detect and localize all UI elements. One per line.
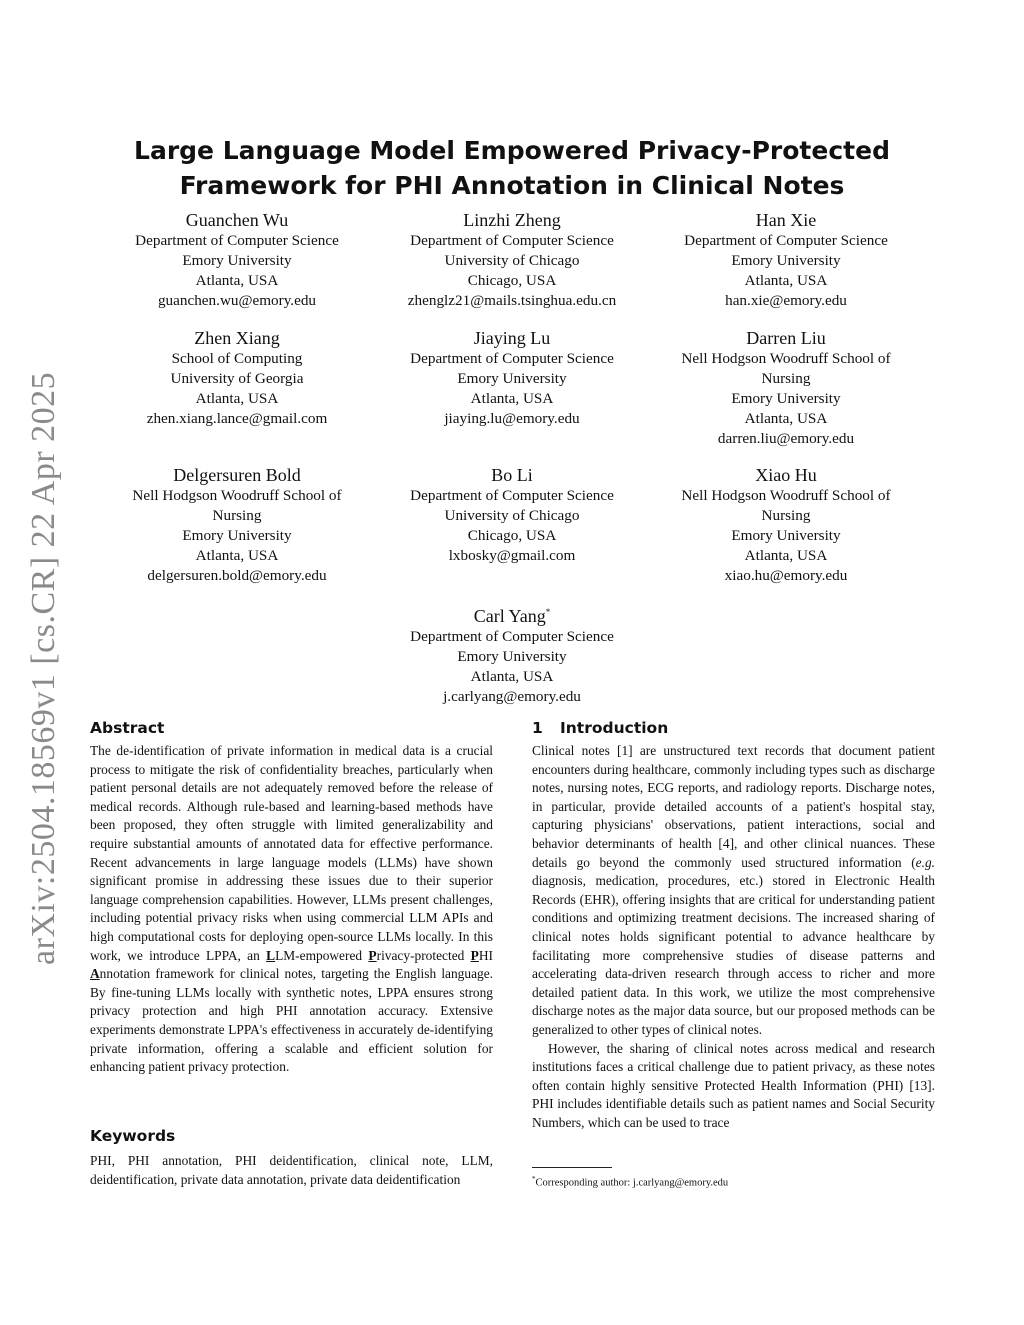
abstract-text-part: nnotation framework for clinical notes, targeting the English language. By fine-tuning LLMs locally with synthetic notes, LPPA ensures strong privacy protection and high PHI annotation accuracy. Extensive experiments demonstrate LPPA's effectiveness in accurately de-identifying private information, offering a scalable and efficient solution for enhancing patient privacy protection. bbox=[90, 966, 493, 1075]
author-email: guanchen.wu@emory.edu bbox=[157, 292, 317, 309]
author-block bbox=[382, 326, 642, 429]
introduction-section bbox=[532, 718, 935, 1132]
author-affiliation: Nursing bbox=[212, 507, 262, 524]
author-affiliation: Department of Computer Science bbox=[410, 487, 614, 504]
author-affiliation: Emory University bbox=[731, 527, 841, 544]
introduction-heading bbox=[532, 718, 935, 738]
author-affiliation: Emory University bbox=[731, 252, 841, 269]
acronym-letter: P bbox=[368, 947, 377, 963]
abstract-text bbox=[90, 742, 493, 1077]
author-email: darren.liu@emory.edu bbox=[717, 430, 855, 447]
author-affiliation: Emory University bbox=[457, 370, 567, 387]
author-affiliation: University of Georgia bbox=[170, 370, 304, 387]
acronym-letter: A bbox=[90, 966, 100, 982]
author-block bbox=[107, 326, 367, 429]
author-affiliation: Atlanta, USA bbox=[470, 668, 554, 685]
author-name: Jiaying Lu bbox=[473, 328, 551, 348]
acronym-letter: P bbox=[470, 947, 479, 963]
author-affiliation: Atlanta, USA bbox=[195, 390, 279, 407]
author-block bbox=[656, 208, 916, 311]
author-email: xiao.hu@emory.edu bbox=[724, 567, 848, 584]
author-block bbox=[656, 326, 916, 449]
author-name-text: Carl Yang bbox=[473, 606, 546, 626]
author-email: j.carlyang@emory.edu bbox=[443, 688, 581, 705]
author-name: Bo Li bbox=[491, 465, 533, 485]
title-line-1: Large Language Model Empowered Privacy-Protected bbox=[134, 136, 890, 165]
footnote bbox=[532, 1172, 935, 1191]
keywords-text: PHI, PHI annotation, PHI deidentification, clinical note, LLM, deidentification, private data annotation, private data deidentification bbox=[90, 1153, 493, 1187]
author-name: Zhen Xiang bbox=[194, 328, 280, 348]
author-affiliation: Emory University bbox=[731, 390, 841, 407]
author-affiliation: Department of Computer Science bbox=[135, 232, 339, 249]
footnote-text: Corresponding author: j.carlyang@emory.edu bbox=[535, 1177, 729, 1189]
title-line-2: Framework for PHI Annotation in Clinical Notes bbox=[179, 171, 845, 200]
abstract-section bbox=[90, 718, 493, 1077]
paragraph-text: Clinical notes [1] are unstructured text records that document patient encounters during healthcare, commonly including types such as discharge notes, nursing notes, ECG reports, and radiology reports. Discharge notes, in particular, provide detailed accounts of a patient's hospital stay, capturing physicians' observations, patient interactions, social and behavior determinants of health [4], and other clinical nuances. These details go beyond the commonly used structured information ( bbox=[532, 743, 935, 870]
author-block bbox=[107, 463, 367, 586]
paragraph-text: diagnosis, medication, procedures, etc.) stored in Electronic Health Records (EHR), offering insights that are critical for understanding patient conditions and optimizing treatment decisions. The increased sharing of clinical notes holds significant potential to advance healthcare by facilitating more comprehensive studies of disease patterns and accelerating data-driven research through access to richer and more detailed patient data. In this work, we utilize the most comprehensive discharge notes as the major data source, but our proposed methods can be generalized to other types of clinical notes. bbox=[532, 873, 935, 1037]
acronym-letter: L bbox=[266, 947, 276, 963]
author-name: Xiao Hu bbox=[755, 465, 817, 485]
author-affiliation: Chicago, USA bbox=[467, 272, 557, 289]
author-email: zhenglz21@mails.tsinghua.edu.cn bbox=[407, 292, 617, 309]
author-affiliation: Nell Hodgson Woodruff School of bbox=[681, 487, 891, 504]
author-affiliation: Department of Computer Science bbox=[410, 350, 614, 367]
author-affiliation: Nursing bbox=[761, 507, 811, 524]
author-affiliation: Emory University bbox=[182, 527, 292, 544]
author-affiliation: Nell Hodgson Woodruff School of bbox=[681, 350, 891, 367]
footnote-rule bbox=[532, 1167, 612, 1168]
abstract-text-part: HI bbox=[478, 947, 493, 963]
author-affiliation: Department of Computer Science bbox=[684, 232, 888, 249]
author-email: zhen.xiang.lance@gmail.com bbox=[146, 410, 328, 427]
author-name: Darren Liu bbox=[746, 328, 826, 348]
section-number: 1 bbox=[532, 719, 543, 737]
introduction-paragraph-2: However, the sharing of clinical notes across medical and research institutions faces a critical challenge due to patient privacy, as these notes often contain highly sensitive Protected Health Information (PHI) [13]. PHI includes identifiable details such as patient names and Social Security Numbers, which can be used to trace bbox=[532, 1040, 935, 1130]
paper-title bbox=[100, 133, 924, 203]
author-name: Linzhi Zheng bbox=[463, 210, 561, 230]
corresponding-author-mark: * bbox=[545, 607, 551, 617]
author-affiliation: Atlanta, USA bbox=[195, 272, 279, 289]
introduction-paragraph-1 bbox=[532, 742, 935, 1040]
author-affiliation: University of Chicago bbox=[444, 507, 580, 524]
author-email: delgersuren.bold@emory.edu bbox=[147, 567, 327, 584]
author-affiliation: Emory University bbox=[457, 648, 567, 665]
author-affiliation: School of Computing bbox=[171, 350, 303, 367]
author-affiliation: Emory University bbox=[182, 252, 292, 269]
author-email: jiaying.lu@emory.edu bbox=[444, 410, 580, 427]
footnote-mark: * bbox=[532, 1175, 536, 1183]
author-block bbox=[382, 208, 642, 311]
author-block bbox=[382, 463, 642, 566]
author-name: Guanchen Wu bbox=[185, 210, 289, 230]
author-email: lxbosky@gmail.com bbox=[448, 547, 576, 564]
author-affiliation: Atlanta, USA bbox=[744, 272, 828, 289]
paragraph-emphasis: e.g. bbox=[915, 854, 935, 870]
author-name: Han Xie bbox=[755, 210, 817, 230]
author-name: Delgersuren Bold bbox=[173, 465, 301, 485]
author-affiliation: Atlanta, USA bbox=[744, 410, 828, 427]
author-email: han.xie@emory.edu bbox=[725, 292, 847, 309]
author-affiliation: Department of Computer Science bbox=[410, 232, 614, 249]
keywords-heading: Keywords bbox=[90, 1127, 176, 1145]
author-affiliation: Chicago, USA bbox=[467, 527, 557, 544]
author-affiliation: Atlanta, USA bbox=[470, 390, 554, 407]
author-affiliation: Department of Computer Science bbox=[410, 628, 614, 645]
arxiv-identifier-stamp: arXiv:2504.18569v1 [cs.CR] 22 Apr 2025 bbox=[25, 371, 62, 965]
author-affiliation: Nursing bbox=[761, 370, 811, 387]
author-affiliation: Nell Hodgson Woodruff School of bbox=[132, 487, 342, 504]
abstract-heading: Abstract bbox=[90, 719, 165, 737]
author-name bbox=[382, 600, 642, 628]
abstract-text-part: LM-empowered bbox=[275, 947, 369, 963]
abstract-text-part: The de-identification of private information in medical data is a crucial process to mitigate the risk of confidentiality breaches, particularly when patient personal details are not adequately removed before the release of medical records. Although rule-based and learning-based methods have been proposed, they often struggle with limited generalizability and require substantial amounts of annotated data for effective performance. Recent advancements in large language models (LLMs) have shown significant promise in addressing these issues due to their superior language comprehension capabilities. However, LLMs present challenges, including potential privacy risks when using commercial LLM APIs and high computational costs for deploying open-source LLMs locally. In this work, we introduce LPPA, an bbox=[90, 743, 493, 963]
abstract-text-part: rivacy-protected bbox=[376, 947, 471, 963]
author-block bbox=[382, 600, 642, 707]
section-title: Introduction bbox=[560, 719, 669, 737]
author-block bbox=[656, 463, 916, 586]
author-affiliation: Atlanta, USA bbox=[195, 547, 279, 564]
author-affiliation: Atlanta, USA bbox=[744, 547, 828, 564]
author-affiliation: University of Chicago bbox=[444, 252, 580, 269]
author-block bbox=[107, 208, 367, 311]
